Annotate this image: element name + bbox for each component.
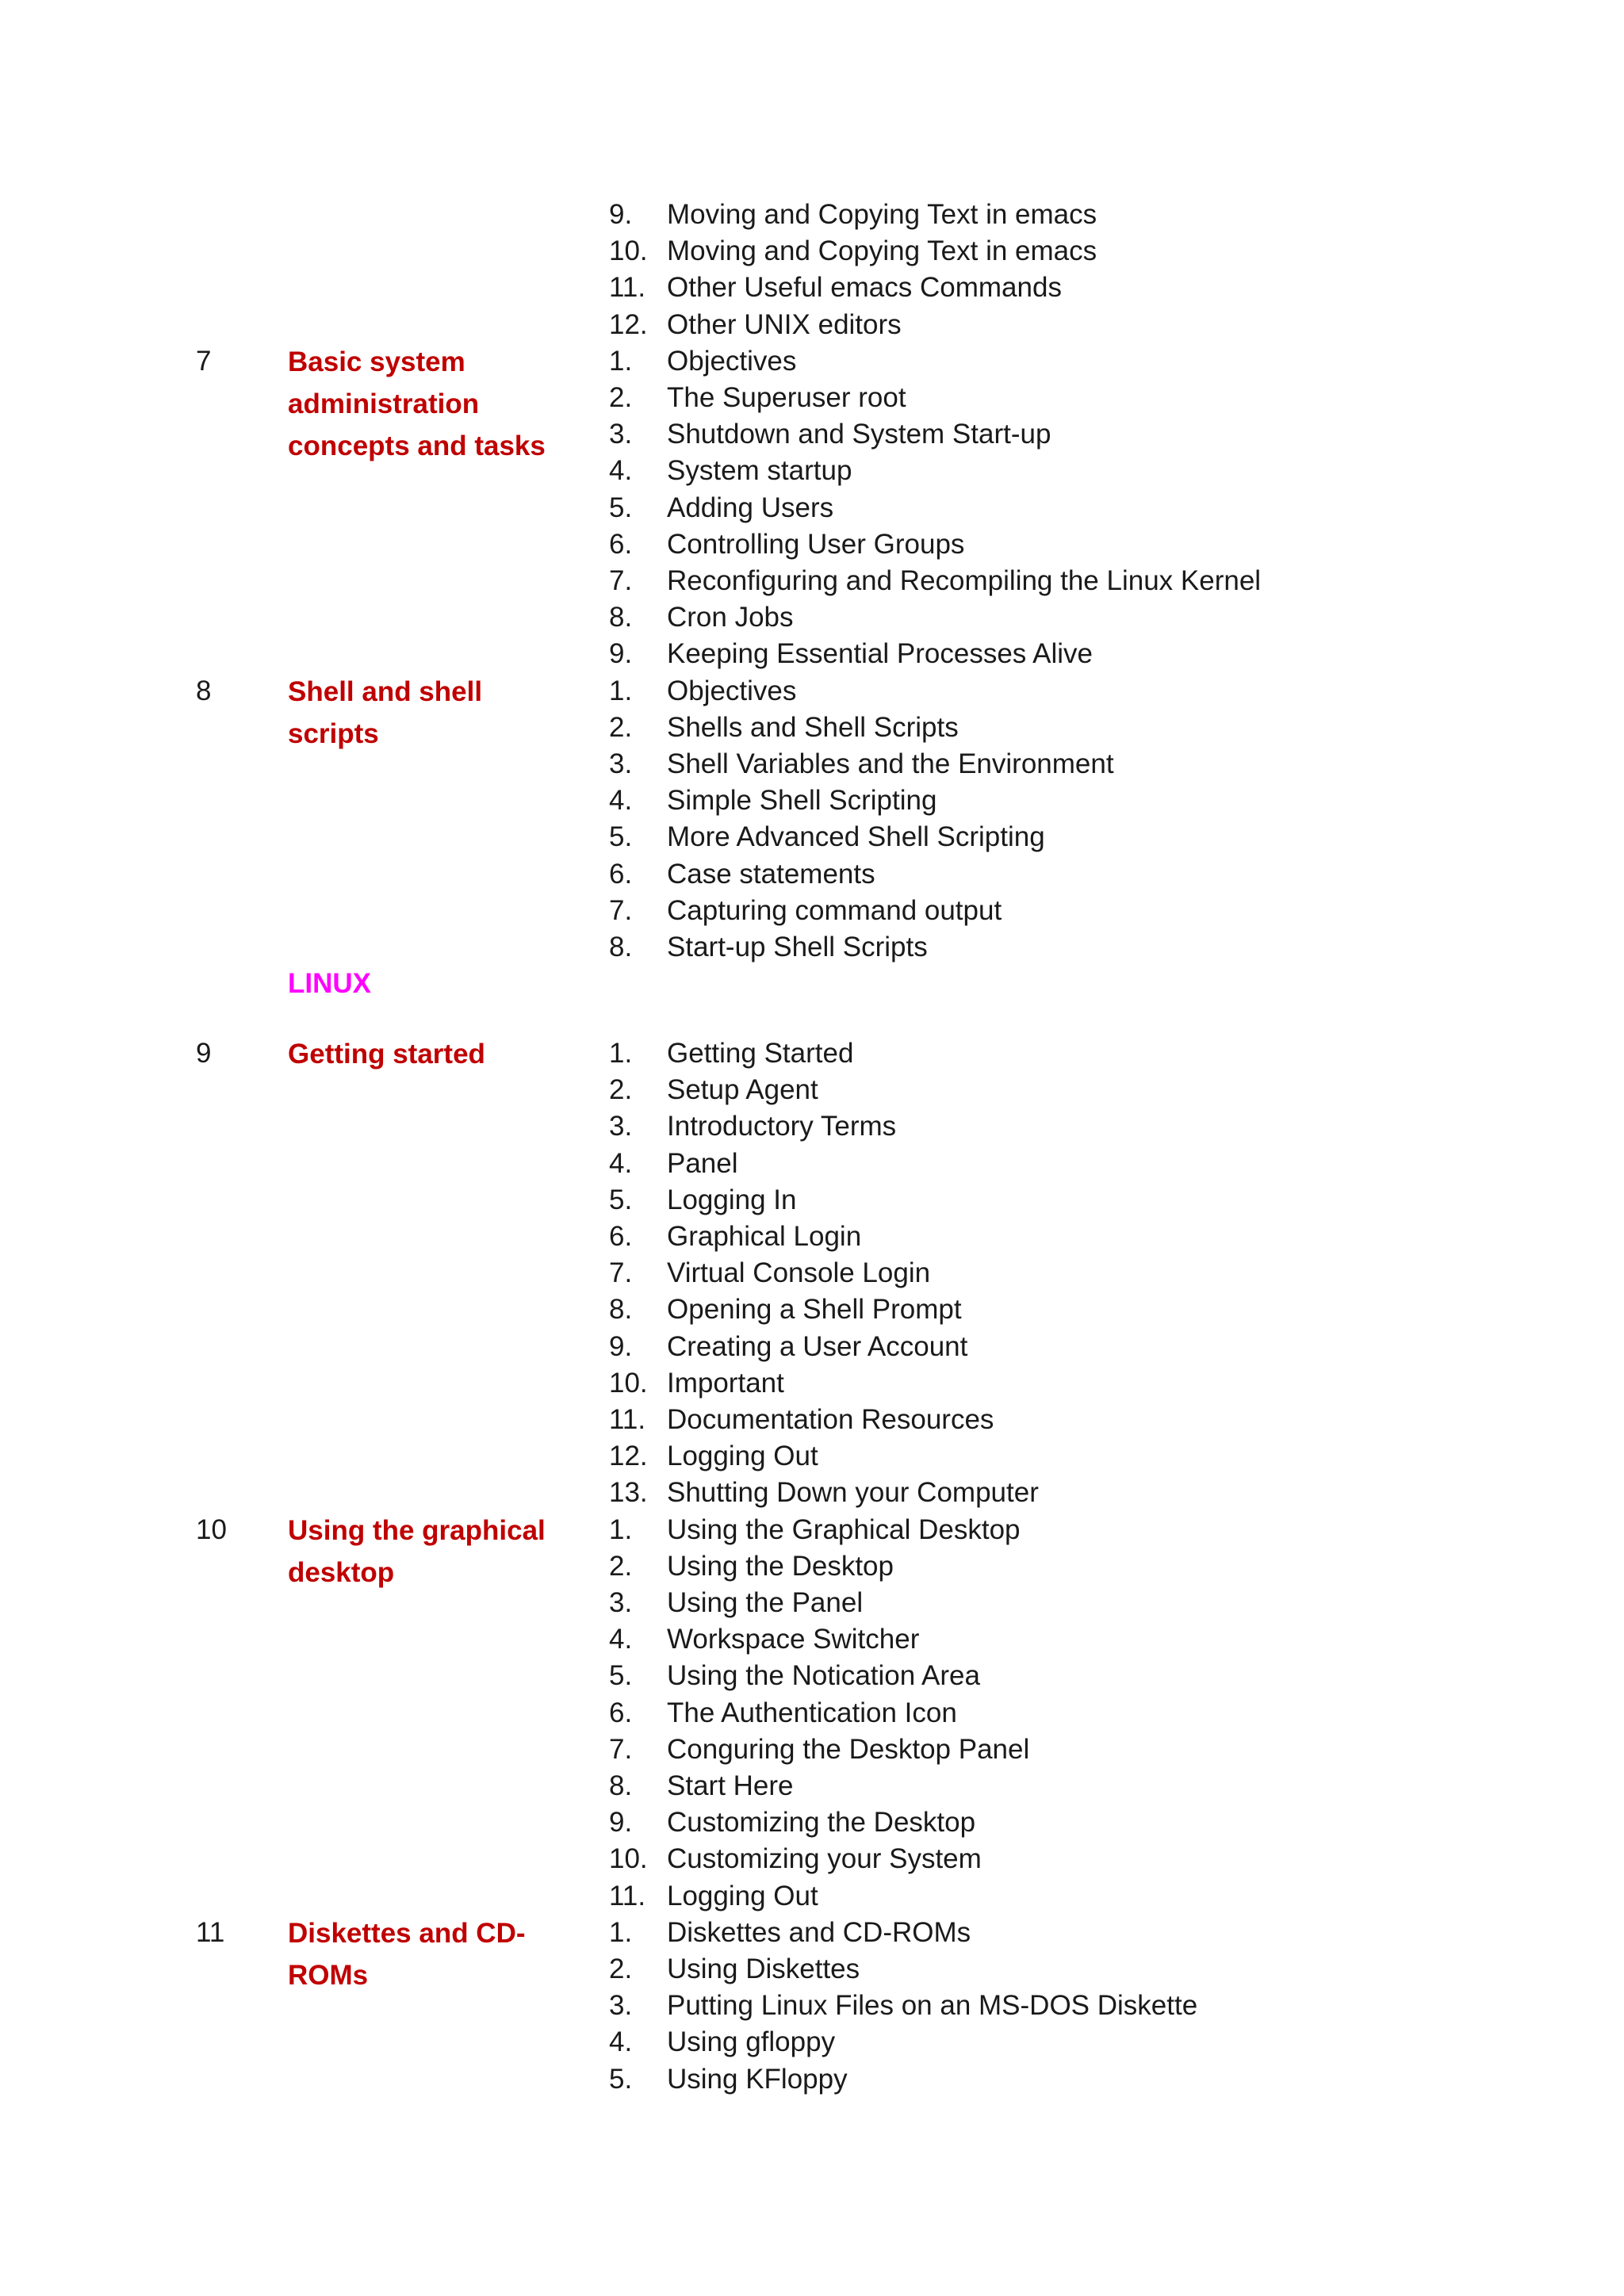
toc-item xyxy=(0,380,1624,416)
toc-item-text: Shells and Shell Scripts xyxy=(667,711,959,743)
toc-item-text: Putting Linux Files on an MS-DOS Diskette xyxy=(667,1990,1198,2022)
toc-item-number: 9. xyxy=(609,199,633,230)
toc-item-number: 2. xyxy=(609,1550,633,1582)
toc-item xyxy=(0,1072,1624,1108)
toc-item-number: 8. xyxy=(609,602,633,633)
toc-item-text: Objectives xyxy=(667,675,797,706)
toc-item-number: 9. xyxy=(609,638,633,670)
toc-item-number: 4. xyxy=(609,2026,633,2058)
toc-item xyxy=(0,929,1624,966)
toc-item-number: 7. xyxy=(609,565,633,596)
toc-item xyxy=(0,1988,1624,2024)
toc-item-text: Shutdown and System Start-up xyxy=(667,419,1051,450)
chapter-number: 7 xyxy=(196,345,212,377)
toc-item xyxy=(0,1219,1624,1255)
toc-item-text: Shell Variables and the Environment xyxy=(667,748,1114,779)
toc-item-text: Reconfiguring and Recompiling the Linux Kernel xyxy=(667,565,1262,596)
toc-item xyxy=(0,1035,1624,1072)
toc-item-number: 7. xyxy=(609,1257,633,1289)
toc-item-text: Using the Desktop xyxy=(667,1550,894,1582)
toc-item xyxy=(0,783,1624,819)
toc-item-text: Start-up Shell Scripts xyxy=(667,932,928,962)
toc-item-text: Using KFloppy xyxy=(667,2063,848,2095)
toc-item-number: 9. xyxy=(609,1330,633,1362)
toc-item-number: 4. xyxy=(609,455,633,487)
toc-item-number: 3. xyxy=(609,1990,633,2022)
toc-item-text: Controlling User Groups xyxy=(667,528,965,560)
toc-item-number: 4. xyxy=(609,1147,633,1179)
toc-item-text: Introductory Terms xyxy=(667,1111,897,1142)
toc-item-text: Panel xyxy=(667,1147,738,1179)
toc-item-number: 3. xyxy=(609,419,633,450)
toc-item xyxy=(0,1512,1624,1548)
toc-item-number: 7. xyxy=(609,894,633,926)
toc-item-text: Logging In xyxy=(667,1184,797,1215)
toc-item-number: 11. xyxy=(609,1880,646,1911)
toc-item-text: Getting Started xyxy=(667,1037,854,1069)
toc-item xyxy=(0,1329,1624,1365)
toc-item-number: 4. xyxy=(609,785,633,817)
toc-item xyxy=(0,2024,1624,2061)
toc-item-text: Using the Panel xyxy=(667,1586,864,1618)
toc-item xyxy=(0,270,1624,306)
toc-item xyxy=(0,1108,1624,1145)
toc-item-text: Logging Out xyxy=(667,1880,818,1911)
toc-item-text: Customizing your System xyxy=(667,1843,982,1875)
toc-item-number: 4. xyxy=(609,1624,633,1655)
toc-item-number: 1. xyxy=(609,345,633,377)
toc-item-text: Using gfloppy xyxy=(667,2026,836,2058)
toc-item-number: 1. xyxy=(609,1513,633,1545)
toc-item-text: The Superuser root xyxy=(667,382,906,413)
section-label: LINUX xyxy=(288,968,371,1000)
chapter-title: Using the graphical desktop xyxy=(288,1514,546,1588)
toc-item-text: Documentation Resources xyxy=(667,1403,994,1435)
toc-item xyxy=(0,819,1624,855)
toc-item xyxy=(0,343,1624,380)
toc-item-text: Conguring the Desktop Panel xyxy=(667,1733,1030,1765)
chapter-title: Diskettes and CD-ROMs xyxy=(288,1917,526,1991)
toc-item-number: 2. xyxy=(609,382,633,413)
toc-item xyxy=(0,636,1624,672)
toc-item xyxy=(0,1475,1624,1511)
toc-item-text: Simple Shell Scripting xyxy=(667,785,937,817)
toc-item xyxy=(0,856,1624,893)
toc-item-text: Objectives xyxy=(667,345,797,377)
toc-item-number: 7. xyxy=(609,1733,633,1765)
toc-item xyxy=(0,673,1624,710)
toc-item-number: 5. xyxy=(609,1184,633,1215)
chapter-number: 9 xyxy=(196,1037,212,1069)
toc-item-number: 1. xyxy=(609,1916,633,1948)
toc-item-number: 5. xyxy=(609,492,633,523)
toc-item-number: 8. xyxy=(609,1294,633,1326)
toc-item xyxy=(0,599,1624,636)
chapter-title: Basic system administration concepts and tasks xyxy=(288,346,546,461)
toc-item xyxy=(0,490,1624,526)
toc-item xyxy=(0,416,1624,453)
toc-item-number: 10. xyxy=(609,1843,648,1875)
toc-item xyxy=(0,526,1624,563)
toc-item-number: 10. xyxy=(609,235,648,267)
toc-item xyxy=(0,893,1624,929)
toc-item-text: Workspace Switcher xyxy=(667,1624,920,1655)
chapter-number: 10 xyxy=(196,1513,227,1545)
toc-item xyxy=(0,1768,1624,1804)
toc-item-text: Using the Notication Area xyxy=(667,1660,980,1692)
toc-item-text: Graphical Login xyxy=(667,1220,862,1252)
toc-item-number: 11. xyxy=(609,1403,646,1435)
toc-item xyxy=(0,453,1624,489)
toc-item xyxy=(0,1695,1624,1732)
toc-item-number: 2. xyxy=(609,1074,633,1106)
toc-item-text: Diskettes and CD-ROMs xyxy=(667,1916,971,1948)
toc-item-number: 11. xyxy=(609,272,646,304)
toc-item xyxy=(0,710,1624,746)
toc-item-text: Important xyxy=(667,1367,784,1399)
toc-item xyxy=(0,1255,1624,1292)
toc-item-text: Moving and Copying Text in emacs xyxy=(667,235,1097,267)
toc-item xyxy=(0,1585,1624,1621)
toc-item xyxy=(0,1182,1624,1219)
toc-item-number: 5. xyxy=(609,2063,633,2095)
toc-item-text: Other Useful emacs Commands xyxy=(667,272,1062,304)
toc-item xyxy=(0,197,1624,233)
toc-item-text: Case statements xyxy=(667,858,875,890)
toc-item-number: 3. xyxy=(609,1111,633,1142)
chapter-title: Shell and shell scripts xyxy=(288,675,483,749)
toc-item-text: Logging Out xyxy=(667,1441,818,1472)
toc-item xyxy=(0,1804,1624,1841)
toc-item-text: Other UNIX editors xyxy=(667,308,902,340)
toc-item xyxy=(0,1146,1624,1182)
toc-item-text: Using the Graphical Desktop xyxy=(667,1513,1021,1545)
toc-item-number: 12. xyxy=(609,1441,648,1472)
toc-item-number: 3. xyxy=(609,748,633,779)
chapter-number: 8 xyxy=(196,675,212,706)
toc-item xyxy=(0,1915,1624,1951)
toc-item-text: Setup Agent xyxy=(667,1074,818,1106)
toc-item-number: 2. xyxy=(609,711,633,743)
toc-item xyxy=(0,1732,1624,1768)
toc-item-number: 6. xyxy=(609,528,633,560)
toc-item xyxy=(0,233,1624,270)
toc-item-number: 5. xyxy=(609,821,633,853)
toc-item-text: Using Diskettes xyxy=(667,1953,860,1984)
toc-item-number: 6. xyxy=(609,1697,633,1728)
toc-item-text: Capturing command output xyxy=(667,894,1002,926)
toc-item-text: Opening a Shell Prompt xyxy=(667,1294,962,1326)
toc-item xyxy=(0,1402,1624,1438)
chapter-title: Getting started xyxy=(288,1038,485,1070)
toc-item-text: The Authentication Icon xyxy=(667,1697,957,1728)
toc-item xyxy=(0,1365,1624,1402)
toc-item-text: Start Here xyxy=(667,1770,794,1801)
toc-item-number: 1. xyxy=(609,675,633,706)
toc-item-number: 2. xyxy=(609,1953,633,1984)
toc-item-text: System startup xyxy=(667,455,852,487)
toc-item xyxy=(0,1878,1624,1915)
toc-item xyxy=(0,1841,1624,1877)
toc-item-number: 9. xyxy=(609,1807,633,1839)
toc-item-number: 13. xyxy=(609,1477,648,1509)
toc-item-text: Shutting Down your Computer xyxy=(667,1477,1039,1509)
toc-item-text: Virtual Console Login xyxy=(667,1257,931,1289)
toc-item-text: Cron Jobs xyxy=(667,602,794,633)
toc-item xyxy=(0,1438,1624,1475)
toc-item-number: 6. xyxy=(609,1220,633,1252)
toc-item-text: Creating a User Account xyxy=(667,1330,968,1362)
toc-item-text: Customizing the Desktop xyxy=(667,1807,976,1839)
toc-item-number: 1. xyxy=(609,1037,633,1069)
toc-item-text: Adding Users xyxy=(667,492,834,523)
toc-item-number: 5. xyxy=(609,1660,633,1692)
toc-item xyxy=(0,1292,1624,1328)
toc-item-number: 12. xyxy=(609,308,648,340)
toc-item-number: 6. xyxy=(609,858,633,890)
toc-item-number: 10. xyxy=(609,1367,648,1399)
toc-item-text: Moving and Copying Text in emacs xyxy=(667,199,1097,230)
toc-item xyxy=(0,1621,1624,1658)
toc-item xyxy=(0,1658,1624,1694)
toc-item-text: More Advanced Shell Scripting xyxy=(667,821,1045,853)
toc-item xyxy=(0,1951,1624,1988)
toc-item-number: 8. xyxy=(609,1770,633,1801)
toc-item xyxy=(0,2061,1624,2098)
toc-item xyxy=(0,563,1624,599)
toc-item xyxy=(0,307,1624,343)
toc-item-number: 8. xyxy=(609,932,633,962)
toc-item-text: Keeping Essential Processes Alive xyxy=(667,638,1093,670)
toc-item xyxy=(0,1548,1624,1585)
toc-item-number: 3. xyxy=(609,1586,633,1618)
toc-item xyxy=(0,746,1624,783)
chapter-number: 11 xyxy=(196,1916,225,1948)
